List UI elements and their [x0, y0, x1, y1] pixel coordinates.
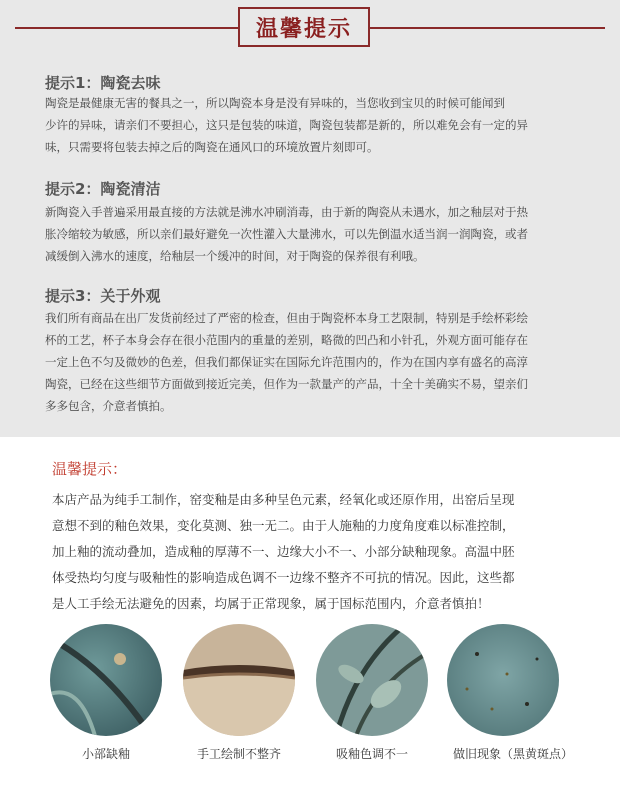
section-body-odor: [45, 92, 585, 158]
section-body-appearance: [45, 307, 585, 417]
text-line: 少许的异味，请亲们不要担心，这只是包装的味道，陶瓷包装都是新的，所以难免会有一定的异: [45, 118, 528, 132]
uneven-color-photo: [316, 624, 428, 736]
page-title: 温馨提示: [255, 16, 352, 42]
text-line: 陶瓷是最健康无害的餐具之一，所以陶瓷本身是没有异味的，当您收到宝贝的时候可能闻到: [45, 96, 505, 110]
section-title-appearance: 提示3：关于外观: [45, 287, 161, 305]
notice-body: [52, 487, 582, 617]
caption-aged-spots: 做旧现象（黑黄斑点）: [452, 747, 573, 761]
aged-spots-photo: [447, 624, 559, 736]
caption-uneven-color: 吸釉色调不一: [335, 747, 408, 761]
notice-title: 温馨提示：: [52, 460, 128, 478]
text-line: 味，只需要将包装去掉之后的陶瓷在通风口的环境放置片刻即可。: [45, 140, 379, 154]
text-line: 减缓倒入沸水的速度，给釉层一个缓冲的时间，对于陶瓷的保养很有利哦。: [45, 249, 425, 263]
text-line: 胀冷缩较为敏感，所以亲们最好避免一次性灌入大量沸水，可以先倒温水适当润一润陶瓷，或者: [45, 227, 528, 241]
section-body-cleaning: [45, 201, 585, 267]
text-line: 杯的工艺，杯子本身会存在很小范围内的重量的差别，略微的凹凸和小针孔，外观方面可能存在: [45, 333, 528, 347]
text-line: 体受热均匀度与吸釉性的影响造成色调不一边缘不整齐不可抗的情况。因此，这些都: [52, 570, 515, 585]
text-line: 一定上色不匀及微妙的色差，但我们都保证实在国际允许范围内的，作为在国内享有盛名的高淳: [45, 355, 528, 369]
caption-uneven-edge: 手工绘制不整齐: [196, 747, 281, 761]
header-title-box: [238, 7, 370, 47]
text-line: 陶瓷，已经在这些细节方面做到接近完美，但作为一款量产的产品，十全十美确实不易，望亲们: [45, 377, 528, 391]
text-line: 加上釉的流动叠加，造成釉的厚薄不一、边缘大小不一、小部分缺釉现象。高温中胚: [52, 544, 515, 559]
header-rule-left: [15, 27, 238, 29]
text-line: 本店产品为纯手工制作，窑变釉是由多种呈色元素，经氧化或还原作用，出窑后呈现: [52, 492, 515, 507]
text-line: 新陶瓷入手普遍采用最直接的方法就是沸水冲刷消毒，由于新的陶瓷从未遇水，加之釉层对于热: [45, 205, 528, 219]
glaze-missing-photo: [50, 624, 162, 736]
text-line: 是人工手绘无法避免的因素，均属于正常现象，属于国标范围内，介意者慎拍！: [52, 596, 490, 611]
uneven-edge-photo: [183, 624, 295, 736]
text-line: 意想不到的釉色效果，变化莫测、独一无二。由于人施釉的力度角度难以标准控制，: [52, 518, 515, 533]
section-title-cleaning: 提示2：陶瓷清洁: [45, 180, 161, 198]
header-rule-right: [370, 27, 605, 29]
section-title-odor: 提示1：陶瓷去味: [45, 74, 161, 92]
text-line: 我们所有商品在出厂发货前经过了严密的检查，但由于陶瓷杯本身工艺限制，特别是手绘杯彩绘: [45, 311, 528, 325]
text-line: 多多包含，介意者慎拍。: [45, 399, 172, 413]
caption-glaze-missing: 小部缺釉: [81, 747, 130, 761]
